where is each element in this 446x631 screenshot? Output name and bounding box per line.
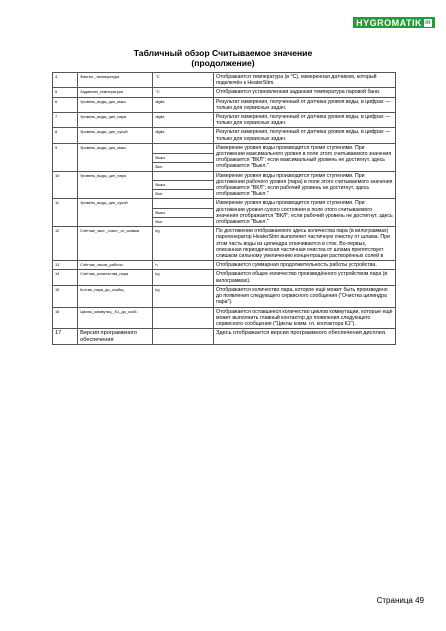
brand-badge: m xyxy=(425,19,431,26)
unit-cell: digits xyxy=(153,97,214,112)
table-row xyxy=(53,128,396,143)
description: Измерение уровня воды производится тремя ступенями. При достижении максимального уровня в поле этого считываемого значения отображается "ВКЛ"; если максимальный уровень не достигнут, здесь отображается "Выкл." xyxy=(214,143,396,171)
page-number: Страница 49 xyxy=(376,596,424,605)
row-number: 15 xyxy=(53,285,78,307)
row-number: 17 xyxy=(53,329,78,345)
table-row xyxy=(53,227,396,261)
table-row xyxy=(53,113,396,128)
table-row xyxy=(53,171,396,181)
brand-logo xyxy=(353,17,435,28)
unit-cell xyxy=(153,199,214,209)
brand-name: HYGROMATIK xyxy=(356,17,422,28)
table-row xyxy=(53,285,396,307)
description: Измерение уровня воды производится тремя ступенями. При достижении уровня сухого состояния в поле этого считываемого значения отображается "ВКЛ"; если рабочий уровень не достигнут, здесь отображается "Выкл." xyxy=(214,199,396,227)
state-value: Вкл. xyxy=(153,218,214,227)
unit-cell xyxy=(153,307,214,329)
table-row xyxy=(53,97,396,112)
description: Результат измерения, полученный от датчика уровня воды, в цифрах — только для сервисных задач. xyxy=(214,128,396,143)
parameter-name: Уровень_воды_цил_пара xyxy=(78,171,153,199)
row-number: 13 xyxy=(53,261,78,270)
parameter-name: Кол-во_пара_до_сообщ. xyxy=(78,285,153,307)
description: Результат измерения, полученный от датчика уровня воды, в цифрах — только для сервисных задач. xyxy=(214,97,396,112)
description: Результат измерения, полученный от датчика уровня воды, в цифрах — только для сервисных задач. xyxy=(214,113,396,128)
table-row xyxy=(53,73,396,88)
parameter-name: Уровень_воды_цил_макс. xyxy=(78,97,153,112)
state-value: Вкл. xyxy=(153,190,214,199)
row-number: 7 xyxy=(53,113,78,128)
state-value: Выкл. xyxy=(153,209,214,218)
unit-cell xyxy=(153,171,214,181)
state-value: Выкл. xyxy=(153,153,214,162)
state-value: Вкл. xyxy=(153,162,214,171)
row-number: 6 xyxy=(53,97,78,112)
description: По достижении отображаемого здесь количества пара (в килограммах) парогенератор HeaterStim выполняет частичную очистку от шлама. При этом часть воды из цилиндра откачивается в сток. Во-первых, описанная периодическая частичная очистка от шлама препятствует слишком сильному увеличению концентрации растворённых солей в xyxy=(214,227,396,261)
description: Отображается количество пара, которое ещё может быть произведено до появления следующего сервисного сообщения ("Очистка цилиндра пара"). xyxy=(214,285,396,307)
parameter-name: Циклы_коммутац._К1_до_сооб. xyxy=(78,307,153,329)
parameter-name: Счётчик_част._очист._от_шлама xyxy=(78,227,153,261)
unit-cell: kg xyxy=(153,227,214,261)
description: Отображается оставшееся количество циклов коммутации, которые ещё может выполнить главный контактор до появления следующего сервисного сообщения ("Циклы комм. гл. контактора К1"). xyxy=(214,307,396,329)
unit-cell: digits xyxy=(153,113,214,128)
parameter-name: Фактич._температура xyxy=(78,73,153,88)
description: Измерение уровня воды производится тремя ступенями. При достижении рабочего уровня (пара) в поле этого считываемого значения отображается "ВКЛ"; если рабочий уровень не достигнут, здесь отображается "Выкл." xyxy=(214,171,396,199)
row-number: 14 xyxy=(53,270,78,285)
parameter-name: Версия программного обеспечения xyxy=(78,329,153,345)
description: Отображается установленная заданная температура паровой бани. xyxy=(214,88,396,97)
table-row xyxy=(53,307,396,329)
readout-table xyxy=(52,72,396,345)
description: Здесь отображается версия программного обеспечения дисплея. xyxy=(214,329,396,345)
parameter-name: Уровень_воды_цил_пара xyxy=(78,113,153,128)
unit-cell: kg xyxy=(153,270,214,285)
unit-cell xyxy=(153,329,214,345)
table-row xyxy=(53,88,396,97)
parameter-name: Заданная_температура xyxy=(78,88,153,97)
row-number: 11 xyxy=(53,199,78,227)
table-row xyxy=(53,143,396,153)
table-row xyxy=(53,329,396,345)
description: Отображается суммарная продолжительность работы устройства. xyxy=(214,261,396,270)
row-number: 12 xyxy=(53,227,78,261)
state-value: Выкл. xyxy=(153,181,214,190)
unit-cell: digits xyxy=(153,128,214,143)
table-row xyxy=(53,270,396,285)
unit-cell: °C xyxy=(153,73,214,88)
row-number: 8 xyxy=(53,128,78,143)
unit-cell: kg xyxy=(153,285,214,307)
title-line-2: (продолжение) xyxy=(191,58,255,68)
parameter-name: Уровень_воды_цил_сухой xyxy=(78,128,153,143)
row-number: 10 xyxy=(53,171,78,199)
row-number: 16 xyxy=(53,307,78,329)
unit-cell: °C xyxy=(153,88,214,97)
page-title xyxy=(0,48,446,68)
parameter-name: Счётчик_часов_работы xyxy=(78,261,153,270)
row-number: 5 xyxy=(53,88,78,97)
row-number: 4 xyxy=(53,73,78,88)
description: Отображается общее количество произведённого устройством пара (в килограммах). xyxy=(214,270,396,285)
parameter-name: Счётчик_количества_пара xyxy=(78,270,153,285)
unit-cell: h xyxy=(153,261,214,270)
title-line-1: Табличный обзор Считываемое значение xyxy=(133,48,313,58)
parameter-name: Уровень_воды_цил_макс. xyxy=(78,143,153,171)
table-row xyxy=(53,199,396,209)
description: Отображается температура (в °C), измеренная датчиком, который подключён к HeaterStim. xyxy=(214,73,396,88)
row-number: 9 xyxy=(53,143,78,171)
unit-cell xyxy=(153,143,214,153)
table-row xyxy=(53,261,396,270)
parameter-name: Уровень_воды_цил_сухой xyxy=(78,199,153,227)
